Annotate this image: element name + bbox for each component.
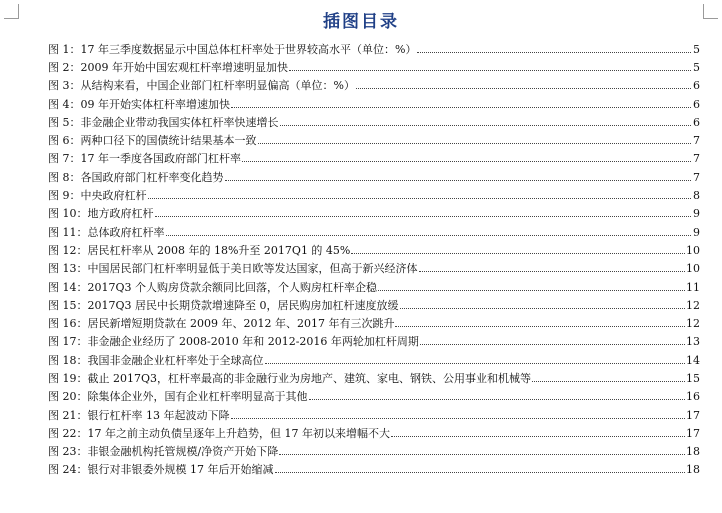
figure-label: 图 22：: [48, 426, 88, 440]
toc-entry[interactable]: [48, 369, 700, 387]
dot-leader: [275, 462, 686, 473]
page-number: 18: [686, 463, 700, 477]
page-number: 7: [693, 152, 700, 166]
figure-label: 图 5：: [48, 115, 81, 129]
dot-leader: [309, 389, 686, 400]
toc-entry[interactable]: [48, 150, 700, 168]
page-number: 7: [693, 134, 700, 148]
figure-caption: 总体政府杠杆率: [87, 225, 165, 239]
figure-label: 图 2：: [48, 60, 81, 74]
dot-leader: [419, 261, 686, 272]
dot-leader: [279, 444, 685, 455]
figure-caption: 银行对非银委外规模 17 年后开始缩减: [87, 463, 274, 477]
toc-entry[interactable]: [48, 205, 700, 223]
figure-caption: 截止 2017Q3，杠杆率最高的非金融行业为房地产、建筑、家电、钢铁、公用事业和机械等: [87, 371, 532, 385]
figure-caption: 17 年之前主动负债呈逐年上升趋势，但 17 年初以来增幅不大: [87, 426, 390, 440]
page-number: 6: [693, 97, 700, 111]
figure-caption: 除集体企业外，国有企业杠杆率明显高于其他: [87, 390, 308, 404]
page-number: 12: [686, 317, 700, 331]
figure-label: 图 10：: [48, 207, 88, 221]
figure-label: 图 23：: [48, 445, 88, 459]
figure-label: 图 11：: [48, 225, 88, 239]
toc-entry[interactable]: [48, 461, 700, 479]
figure-caption: 两种口径下的国债统计结果基本一致: [80, 134, 257, 148]
toc-entry[interactable]: [48, 131, 700, 149]
figure-label: 图 17：: [48, 335, 88, 349]
figure-caption: 09 年开始实体杠杆率增速加快: [80, 97, 230, 111]
figure-label: 图 4：: [48, 97, 81, 111]
page-number: 16: [686, 390, 700, 404]
figure-label: 图 24：: [48, 463, 88, 477]
figure-caption: 17 年一季度各国政府部门杠杆率: [80, 152, 241, 166]
dot-leader: [148, 188, 692, 199]
dot-leader: [231, 97, 691, 108]
figure-label: 图 21：: [48, 408, 88, 422]
dot-leader: [532, 371, 685, 382]
toc-entry[interactable]: [48, 406, 700, 424]
dot-leader: [356, 78, 691, 89]
figure-label: 图 14：: [48, 280, 88, 294]
page-number: 13: [686, 335, 700, 349]
page-number: 14: [686, 353, 700, 367]
figure-caption: 银行杠杆率 13 年起波动下降: [87, 408, 230, 422]
toc-entry[interactable]: [48, 333, 700, 351]
figure-caption: 2017Q3 居民中长期贷款增速降至 0，居民购房加杠杆速度放缓: [87, 298, 399, 312]
figure-caption: 17 年三季度数据显示中国总体杠杆率处于世界较高水平（单位：%）: [80, 42, 417, 56]
figure-caption: 中央政府杠杆: [80, 189, 147, 203]
toc-entry[interactable]: [48, 443, 700, 461]
figure-label: 图 6：: [48, 134, 81, 148]
figure-label: 图 12：: [48, 243, 88, 257]
page-number: 7: [693, 170, 700, 184]
figure-caption: 居民杠杆率从 2008 年的 18%升至 2017Q1 的 45%: [87, 243, 351, 257]
toc-entry[interactable]: [48, 40, 700, 58]
figure-caption: 居民新增短期贷款在 2009 年、2012 年、2017 年有三次跳升: [87, 317, 395, 331]
figure-label: 图 3：: [48, 79, 81, 93]
toc-entry[interactable]: [48, 314, 700, 332]
page-number: 12: [686, 298, 700, 312]
dot-leader: [378, 280, 685, 291]
page-number: 5: [693, 42, 700, 56]
figure-label: 图 1：: [48, 42, 81, 56]
toc-entry[interactable]: [48, 223, 700, 241]
toc-entry[interactable]: [48, 296, 700, 314]
dot-leader: [351, 243, 685, 254]
toc-entry[interactable]: [48, 95, 700, 113]
toc-entry[interactable]: [48, 77, 700, 95]
dot-leader: [258, 133, 692, 144]
figure-caption: 非金融企业带动我国实体杠杆率快速增长: [80, 115, 279, 129]
page-number: 9: [693, 207, 700, 221]
figure-caption: 非金融企业经历了 2008-2010 年和 2012-2016 年两轮加杠杆周期: [87, 335, 419, 349]
toc-entry[interactable]: [48, 351, 700, 369]
figure-caption: 中国居民部门杠杆率明显低于美日欧等发达国家，但高于新兴经济体: [87, 262, 418, 276]
page-number: 9: [693, 225, 700, 239]
page-number: 6: [693, 115, 700, 129]
dot-leader: [242, 151, 691, 162]
figure-label: 图 16：: [48, 317, 88, 331]
toc-entry[interactable]: [48, 241, 700, 259]
page-number: 10: [686, 243, 700, 257]
dot-leader: [395, 316, 685, 327]
figure-caption: 非银金融机构托管规模/净资产开始下降: [87, 445, 279, 459]
dot-leader: [420, 334, 685, 345]
toc-entry[interactable]: [48, 58, 700, 76]
toc-entry[interactable]: [48, 186, 700, 204]
figure-label: 图 8：: [48, 170, 81, 184]
page-number: 17: [686, 408, 700, 422]
dot-leader: [391, 426, 685, 437]
figure-label: 图 9：: [48, 189, 81, 203]
figure-label: 图 13：: [48, 262, 88, 276]
dot-leader: [289, 60, 691, 71]
figure-caption: 地方政府杠杆: [87, 207, 154, 221]
dot-leader: [280, 115, 692, 126]
dot-leader: [417, 42, 691, 53]
figure-label: 图 7：: [48, 152, 81, 166]
figure-label: 图 15：: [48, 298, 88, 312]
page-number: 17: [686, 426, 700, 440]
dot-leader: [166, 225, 692, 236]
figure-label: 图 19：: [48, 371, 88, 385]
toc-entry[interactable]: [48, 168, 700, 186]
page-number: 11: [686, 280, 700, 294]
page-number: 18: [686, 445, 700, 459]
figure-caption: 我国非金融企业杠杆率处于全球高位: [87, 353, 264, 367]
dot-leader: [225, 170, 692, 181]
figure-label: 图 20：: [48, 390, 88, 404]
page-title: 插图目录: [323, 12, 399, 32]
figure-caption: 2009 年开始中国宏观杠杆率增速明显加快: [80, 60, 288, 74]
toc-entry[interactable]: [48, 113, 700, 131]
page-number: 5: [693, 60, 700, 74]
dot-leader: [265, 353, 686, 364]
dot-leader: [155, 206, 692, 217]
page-number: 15: [686, 371, 700, 385]
figure-caption: 各国政府部门杠杆率变化趋势: [80, 170, 224, 184]
page-number: 6: [693, 79, 700, 93]
figure-label: 图 18：: [48, 353, 88, 367]
toc-entry[interactable]: [48, 260, 700, 278]
toc-entry[interactable]: [48, 388, 700, 406]
toc-entry[interactable]: [48, 424, 700, 442]
dot-leader: [231, 408, 686, 419]
page-number: 8: [693, 189, 700, 203]
dot-leader: [400, 298, 685, 309]
figure-caption: 2017Q3 个人购房贷款余额同比回落，个人购房杠杆率企稳: [87, 280, 378, 294]
figure-caption: 从结构来看，中国企业部门杠杆率明显偏高（单位：%）: [80, 79, 355, 93]
page-number: 10: [686, 262, 700, 276]
toc-entry[interactable]: [48, 278, 700, 296]
figure-list: [48, 40, 700, 479]
